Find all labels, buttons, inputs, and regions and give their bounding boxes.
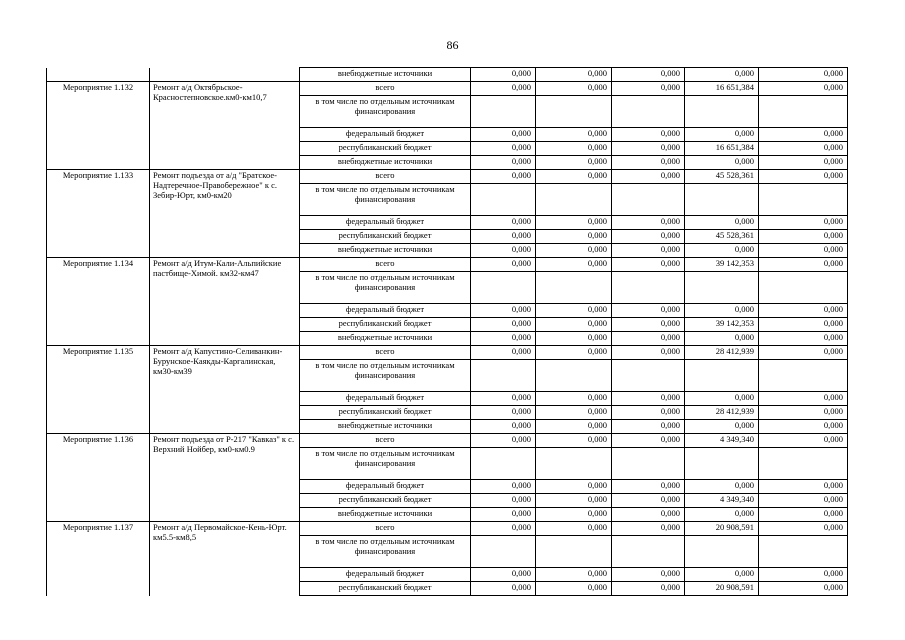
funding-category: всего — [300, 346, 471, 360]
value-cell — [612, 448, 685, 480]
value-cell: 0,000 — [471, 346, 536, 360]
value-cell: 0,000 — [759, 244, 848, 258]
measure-name: Ремонт а/д Итум-Кали-Альпийские пастбище-Химой. км32-км47 — [150, 258, 300, 346]
value-cell: 0,000 — [612, 68, 685, 82]
value-cell: 4 349,340 — [685, 494, 759, 508]
measure-name-cell — [150, 68, 300, 82]
table-row — [47, 258, 848, 272]
value-cell: 0,000 — [536, 568, 612, 582]
value-cell — [685, 536, 759, 568]
value-cell — [612, 184, 685, 216]
value-cell: 0,000 — [759, 216, 848, 230]
value-cell: 0,000 — [471, 230, 536, 244]
value-cell: 0,000 — [759, 508, 848, 522]
value-cell: 0,000 — [759, 522, 848, 536]
funding-category: республиканский бюджет — [300, 230, 471, 244]
value-cell: 0,000 — [612, 244, 685, 258]
value-cell: 0,000 — [759, 258, 848, 272]
value-cell: 0,000 — [536, 480, 612, 494]
value-cell: 0,000 — [685, 216, 759, 230]
table-row — [47, 170, 848, 184]
value-cell: 0,000 — [536, 406, 612, 420]
value-cell — [536, 96, 612, 128]
value-cell: 39 142,353 — [685, 258, 759, 272]
value-cell — [759, 184, 848, 216]
value-cell: 0,000 — [685, 244, 759, 258]
value-cell: 0,000 — [612, 128, 685, 142]
value-cell — [685, 272, 759, 304]
value-cell: 0,000 — [759, 230, 848, 244]
value-cell: 20 908,591 — [685, 582, 759, 596]
value-cell: 0,000 — [759, 170, 848, 184]
value-cell: 0,000 — [612, 170, 685, 184]
value-cell — [759, 448, 848, 480]
value-cell: 0,000 — [612, 494, 685, 508]
value-cell: 0,000 — [612, 82, 685, 96]
funding-category: внебюджетные источники — [300, 156, 471, 170]
value-cell: 0,000 — [612, 406, 685, 420]
funding-category: республиканский бюджет — [300, 494, 471, 508]
funding-category: всего — [300, 258, 471, 272]
funding-category: в том числе по отдельным источникам финансирования — [300, 272, 471, 304]
value-cell: 28 412,939 — [685, 346, 759, 360]
measure-name: Ремонт а/д Капустино-Селиванкин-Бурунское-Каякды-Каргалинская, км30-км39 — [150, 346, 300, 434]
funding-category: федеральный бюджет — [300, 128, 471, 142]
value-cell: 0,000 — [471, 258, 536, 272]
funding-category: республиканский бюджет — [300, 582, 471, 596]
value-cell: 0,000 — [759, 494, 848, 508]
value-cell: 0,000 — [612, 480, 685, 494]
value-cell: 0,000 — [759, 568, 848, 582]
value-cell: 0,000 — [536, 392, 612, 406]
value-cell: 0,000 — [536, 156, 612, 170]
value-cell: 0,000 — [471, 582, 536, 596]
value-cell: 0,000 — [471, 170, 536, 184]
value-cell: 0,000 — [612, 304, 685, 318]
value-cell: 0,000 — [759, 304, 848, 318]
value-cell: 45 528,361 — [685, 170, 759, 184]
funding-category: федеральный бюджет — [300, 480, 471, 494]
value-cell: 0,000 — [536, 170, 612, 184]
value-cell: 0,000 — [612, 582, 685, 596]
value-cell: 0,000 — [471, 392, 536, 406]
value-cell: 0,000 — [612, 318, 685, 332]
measure-code-cell — [47, 68, 150, 82]
measure-name: Ремонт а/д Первомайское-Кень-Юрт. км5.5-км8,5 — [150, 522, 300, 596]
value-cell: 0,000 — [536, 420, 612, 434]
value-cell: 0,000 — [536, 318, 612, 332]
value-cell: 0,000 — [612, 434, 685, 448]
funding-category: всего — [300, 522, 471, 536]
funding-category: республиканский бюджет — [300, 142, 471, 156]
value-cell — [612, 536, 685, 568]
value-cell: 0,000 — [471, 494, 536, 508]
funding-category: внебюджетные источники — [300, 420, 471, 434]
value-cell: 45 528,361 — [685, 230, 759, 244]
value-cell — [536, 184, 612, 216]
table-row — [47, 522, 848, 536]
value-cell — [536, 360, 612, 392]
budget-table — [46, 67, 848, 596]
value-cell — [536, 536, 612, 568]
value-cell: 0,000 — [685, 392, 759, 406]
value-cell: 0,000 — [536, 142, 612, 156]
value-cell: 0,000 — [536, 346, 612, 360]
value-cell: 16 651,384 — [685, 82, 759, 96]
measure-name: Ремонт а/д Октябрьское-Красностепновское.км0-км10,7 — [150, 82, 300, 170]
funding-category: в том числе по отдельным источникам финансирования — [300, 360, 471, 392]
value-cell: 0,000 — [471, 304, 536, 318]
value-cell: 39 142,353 — [685, 318, 759, 332]
value-cell: 0,000 — [471, 68, 536, 82]
value-cell: 0,000 — [612, 420, 685, 434]
value-cell: 0,000 — [612, 522, 685, 536]
funding-category: республиканский бюджет — [300, 318, 471, 332]
value-cell — [612, 360, 685, 392]
value-cell: 0,000 — [536, 522, 612, 536]
value-cell — [536, 448, 612, 480]
value-cell: 0,000 — [759, 68, 848, 82]
funding-category: внебюджетные источники — [300, 68, 471, 82]
value-cell: 0,000 — [471, 406, 536, 420]
value-cell: 0,000 — [685, 304, 759, 318]
value-cell — [471, 272, 536, 304]
value-cell: 0,000 — [536, 68, 612, 82]
value-cell: 0,000 — [471, 568, 536, 582]
funding-category: федеральный бюджет — [300, 304, 471, 318]
value-cell: 0,000 — [471, 522, 536, 536]
value-cell: 0,000 — [685, 420, 759, 434]
value-cell: 0,000 — [471, 420, 536, 434]
value-cell: 0,000 — [612, 258, 685, 272]
value-cell: 20 908,591 — [685, 522, 759, 536]
value-cell — [759, 360, 848, 392]
value-cell: 0,000 — [471, 434, 536, 448]
value-cell — [471, 360, 536, 392]
table-row — [47, 68, 848, 82]
value-cell: 0,000 — [536, 332, 612, 346]
value-cell: 0,000 — [471, 142, 536, 156]
value-cell — [471, 448, 536, 480]
measure-name: Ремонт подъезда от Р-217 "Кавказ" к с. Верхний Нойбер, км0-км0.9 — [150, 434, 300, 522]
funding-category: федеральный бюджет — [300, 392, 471, 406]
funding-category: в том числе по отдельным источникам финансирования — [300, 96, 471, 128]
measure-code: Мероприятие 1.136 — [47, 434, 150, 522]
funding-category: внебюджетные источники — [300, 508, 471, 522]
value-cell — [759, 536, 848, 568]
value-cell: 0,000 — [471, 318, 536, 332]
value-cell: 0,000 — [685, 332, 759, 346]
value-cell: 0,000 — [612, 142, 685, 156]
value-cell: 0,000 — [759, 142, 848, 156]
value-cell: 0,000 — [536, 494, 612, 508]
value-cell: 0,000 — [759, 156, 848, 170]
value-cell: 28 412,939 — [685, 406, 759, 420]
value-cell: 0,000 — [612, 508, 685, 522]
value-cell — [612, 96, 685, 128]
value-cell: 0,000 — [536, 258, 612, 272]
value-cell: 0,000 — [471, 82, 536, 96]
page-number: 86 — [446, 38, 459, 52]
value-cell: 0,000 — [612, 230, 685, 244]
value-cell: 0,000 — [612, 332, 685, 346]
funding-category: в том числе по отдельным источникам финансирования — [300, 536, 471, 568]
measure-code: Мероприятие 1.135 — [47, 346, 150, 434]
value-cell: 0,000 — [612, 346, 685, 360]
funding-category: всего — [300, 434, 471, 448]
measure-code: Мероприятие 1.134 — [47, 258, 150, 346]
value-cell: 0,000 — [471, 332, 536, 346]
value-cell: 0,000 — [471, 480, 536, 494]
value-cell: 0,000 — [612, 216, 685, 230]
funding-category: в том числе по отдельным источникам финансирования — [300, 448, 471, 480]
measure-code: Мероприятие 1.132 — [47, 82, 150, 170]
value-cell: 0,000 — [612, 156, 685, 170]
value-cell: 0,000 — [471, 508, 536, 522]
value-cell: 0,000 — [759, 318, 848, 332]
value-cell: 0,000 — [759, 406, 848, 420]
measure-code: Мероприятие 1.137 — [47, 522, 150, 596]
value-cell: 0,000 — [471, 216, 536, 230]
value-cell: 0,000 — [685, 68, 759, 82]
value-cell: 0,000 — [471, 156, 536, 170]
value-cell: 0,000 — [536, 304, 612, 318]
value-cell: 0,000 — [685, 480, 759, 494]
value-cell: 0,000 — [536, 582, 612, 596]
value-cell: 0,000 — [471, 128, 536, 142]
value-cell — [685, 184, 759, 216]
value-cell: 0,000 — [536, 244, 612, 258]
value-cell: 0,000 — [759, 392, 848, 406]
value-cell: 0,000 — [536, 82, 612, 96]
funding-category: федеральный бюджет — [300, 216, 471, 230]
value-cell: 0,000 — [759, 82, 848, 96]
measure-name: Ремонт подъезда от а/д "Братское-Надтеречное-Правобережное" к с. Зебир-Юрт, км0-км20 — [150, 170, 300, 258]
value-cell: 0,000 — [685, 128, 759, 142]
value-cell: 0,000 — [536, 216, 612, 230]
value-cell: 0,000 — [536, 128, 612, 142]
value-cell: 0,000 — [759, 128, 848, 142]
value-cell: 0,000 — [536, 508, 612, 522]
value-cell: 4 349,340 — [685, 434, 759, 448]
value-cell — [536, 272, 612, 304]
value-cell: 0,000 — [759, 346, 848, 360]
value-cell: 16 651,384 — [685, 142, 759, 156]
funding-category: в том числе по отдельным источникам финансирования — [300, 184, 471, 216]
value-cell: 0,000 — [759, 480, 848, 494]
value-cell: 0,000 — [471, 244, 536, 258]
value-cell: 0,000 — [685, 508, 759, 522]
funding-category: внебюджетные источники — [300, 244, 471, 258]
table-row — [47, 346, 848, 360]
value-cell — [759, 96, 848, 128]
value-cell: 0,000 — [536, 434, 612, 448]
value-cell — [471, 184, 536, 216]
value-cell: 0,000 — [759, 434, 848, 448]
table-row — [47, 82, 848, 96]
value-cell: 0,000 — [612, 568, 685, 582]
value-cell — [471, 96, 536, 128]
value-cell: 0,000 — [759, 582, 848, 596]
table-row — [47, 434, 848, 448]
value-cell — [471, 536, 536, 568]
funding-category: всего — [300, 170, 471, 184]
funding-category: республиканский бюджет — [300, 406, 471, 420]
funding-category: федеральный бюджет — [300, 568, 471, 582]
funding-category: всего — [300, 82, 471, 96]
value-cell: 0,000 — [759, 420, 848, 434]
value-cell: 0,000 — [612, 392, 685, 406]
value-cell: 0,000 — [759, 332, 848, 346]
value-cell: 0,000 — [685, 156, 759, 170]
value-cell: 0,000 — [685, 568, 759, 582]
value-cell — [685, 96, 759, 128]
value-cell — [759, 272, 848, 304]
funding-category: внебюджетные источники — [300, 332, 471, 346]
value-cell — [685, 448, 759, 480]
value-cell: 0,000 — [536, 230, 612, 244]
value-cell — [685, 360, 759, 392]
measure-code: Мероприятие 1.133 — [47, 170, 150, 258]
value-cell — [612, 272, 685, 304]
